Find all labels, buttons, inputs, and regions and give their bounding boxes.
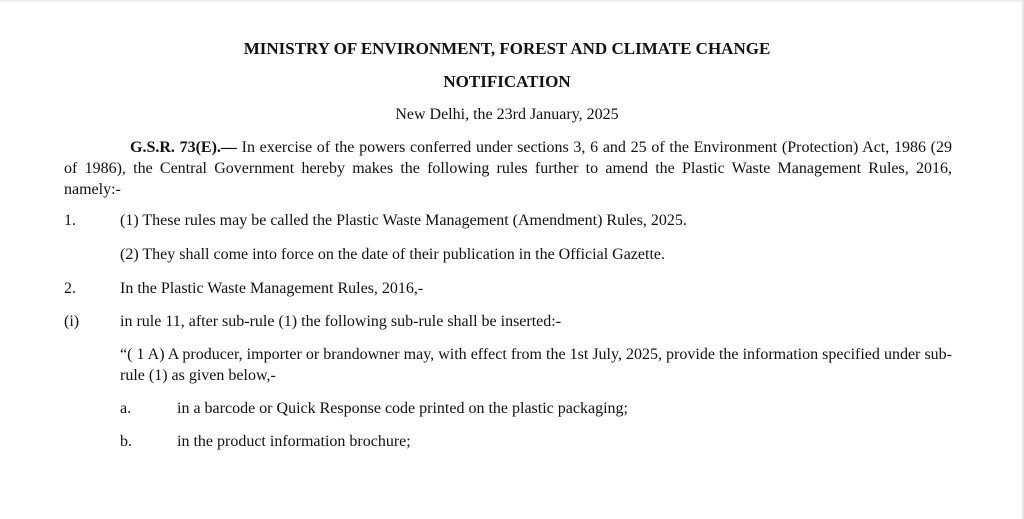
rule-2-number: 2. [64, 280, 76, 297]
item-b-number: b. [120, 433, 132, 450]
rule-2-text: In the Plastic Waste Management Rules, 2016,- [120, 280, 424, 297]
rule-1-number: 1. [64, 212, 76, 229]
clause-i-text: in rule 11, after sub-rule (1) the following sub-rule shall be inserted:- [120, 313, 562, 330]
rule-1-subrule-1: (1) These rules may be called the Plastic Waste Management (Amendment) Rules, 2025. [120, 212, 687, 229]
intro-text: In exercise of the powers conferred under sections 3, 6 and 25 of the Environment (Protection) Act, 1986 (29 of 1986), the Central Government hereby makes the following rules further to amend the Plastic Waste Management Rules, 2016, namely:- [64, 139, 952, 198]
ministry-heading: MINISTRY OF ENVIRONMENT, FOREST AND CLIMATE CHANGE [243, 39, 771, 58]
inserted-subrule-quote: “( 1 A) A producer, importer or brandowner may, with effect from the 1st July, 2025, provide the information specified under sub-rule (1) as given below,- [120, 346, 952, 384]
item-a-text: in a barcode or Quick Response code printed on the plastic packaging; [177, 400, 628, 417]
intro-paragraph [64, 137, 952, 200]
clause-i-number: (i) [64, 313, 80, 330]
notification-heading: NOTIFICATION [443, 72, 571, 91]
item-a-number: a. [120, 400, 132, 417]
gsr-reference: G.S.R. 73(E).— [130, 139, 237, 156]
item-b-text: in the product information brochure; [177, 433, 411, 450]
rule-1-subrule-2: (2) They shall come into force on the date of their publication in the Official Gazette. [120, 246, 665, 263]
page-top-edge [0, 0, 1024, 2]
dateline: New Delhi, the 23rd January, 2025 [395, 106, 619, 123]
